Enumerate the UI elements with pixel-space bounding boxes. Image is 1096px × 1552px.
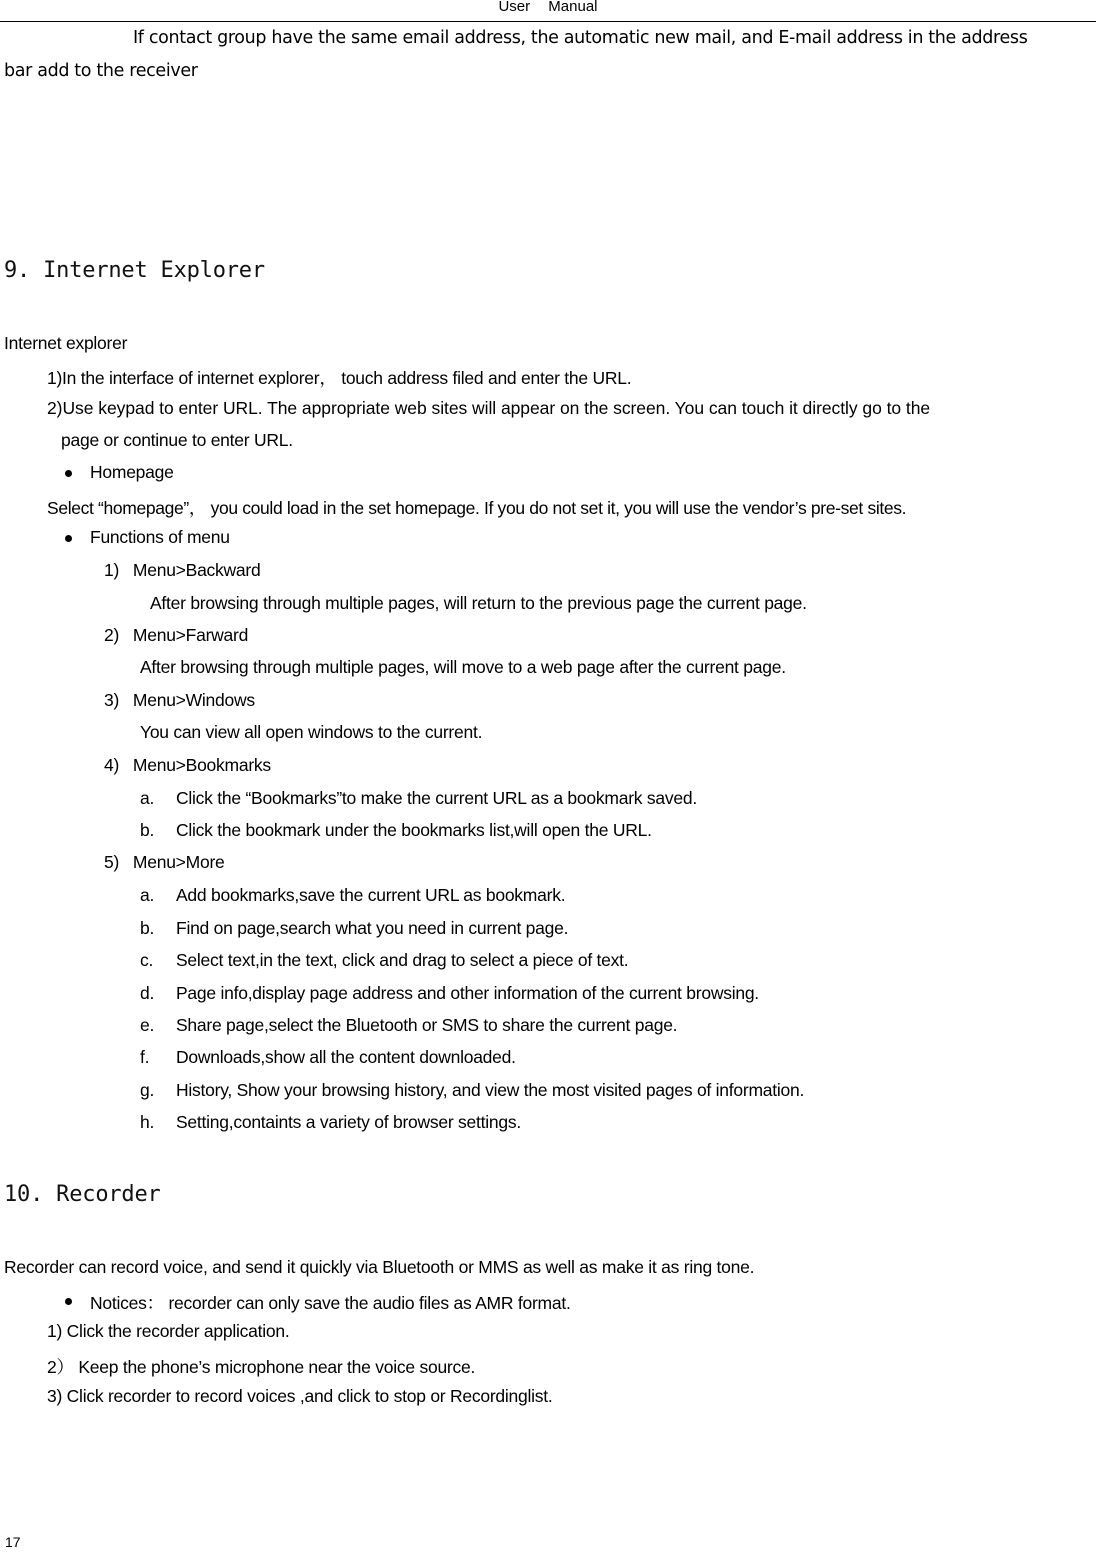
more-letter-d: d. [140, 983, 155, 1003]
section-10-intro: Recorder can record voice, and send it quickly via Bluetooth or MMS as well as make it as ring tone. [4, 1257, 755, 1277]
more-letter-h: h. [140, 1112, 155, 1132]
header-rule [0, 21, 1096, 22]
section-9-step-1: 1)In the interface of internet explorer， touch address filed and enter the URL. [47, 368, 632, 388]
more-letter-g: g. [140, 1080, 155, 1100]
recorder-notice: Notices： recorder can only save the audio files as AMR format. [90, 1293, 571, 1313]
more-item-a: Add bookmarks,save the current URL as bookmark. [176, 885, 566, 905]
running-header: User Manual [498, 0, 598, 15]
menu-item-forward-desc: After browsing through multiple pages, will move to a web page after the current page. [140, 657, 786, 677]
homepage-bullet: Homepage [90, 462, 174, 482]
section-9-subtitle: Internet explorer [4, 333, 128, 353]
bullet-icon [65, 470, 72, 477]
recorder-step-2: 2） Keep the phone’s microphone near the voice source. [47, 1357, 476, 1377]
more-letter-c: c. [140, 950, 154, 970]
recorder-step-1: 1) Click the recorder application. [47, 1321, 290, 1341]
more-item-b: Find on page,search what you need in current page. [176, 918, 569, 938]
section-9-step-2-line-2: page or continue to enter URL. [61, 430, 293, 450]
more-letter-f: f. [140, 1047, 150, 1067]
menu-item-bookmarks: 4) Menu>Bookmarks [104, 755, 271, 775]
menu-item-more: 5) Menu>More [104, 852, 225, 872]
intro-line-1: If contact group have the same email address, the automatic new mail, and E-mail address in the address [133, 28, 1028, 48]
more-letter-e: e. [140, 1015, 155, 1035]
bullet-icon [65, 535, 72, 542]
bookmarks-item-b: Click the bookmark under the bookmarks list,will open the URL. [176, 820, 652, 840]
section-9-heading: 9. Internet Explorer [4, 258, 265, 283]
menu-item-windows: 3) Menu>Windows [104, 690, 255, 710]
menu-item-backward: 1) Menu>Backward [104, 560, 261, 580]
section-9-step-2-line-1: 2)Use keypad to enter URL. The appropriate web sites will appear on the screen. You can touch it directly go to the [47, 398, 931, 418]
menu-item-backward-desc: After browsing through multiple pages, will return to the previous page the current page. [150, 593, 807, 613]
more-item-f: Downloads,show all the content downloaded. [176, 1047, 516, 1067]
more-item-h: Setting,containts a variety of browser settings. [176, 1112, 521, 1132]
menu-item-forward: 2) Menu>Farward [104, 625, 249, 645]
bookmarks-item-a: Click the “Bookmarks”to make the current URL as a bookmark saved. [176, 788, 697, 808]
more-item-c: Select text,in the text, click and drag to select a piece of text. [176, 950, 629, 970]
intro-line-2: bar add to the receiver [4, 61, 198, 81]
more-item-g: History, Show your browsing history, and view the most visited pages of information. [176, 1080, 805, 1100]
homepage-description: Select “homepage”， you could load in the set homepage. If you do not set it, you will use the vendor’s pre-set sites. [47, 498, 907, 518]
more-item-d: Page info,display page address and other information of the current browsing. [176, 983, 759, 1003]
menu-item-windows-desc: You can view all open windows to the current. [140, 722, 483, 742]
more-letter-a: a. [140, 885, 155, 905]
section-10-heading: 10. Recorder [4, 1182, 161, 1207]
recorder-step-3: 3) Click recorder to record voices ,and click to stop or Recordinglist. [47, 1386, 553, 1406]
bullet-icon [65, 1298, 72, 1305]
bookmarks-letter-a: a. [140, 788, 155, 808]
more-item-e: Share page,select the Bluetooth or SMS to share the current page. [176, 1015, 678, 1035]
page-number: 17 [5, 1534, 21, 1550]
functions-bullet: Functions of menu [90, 527, 230, 547]
more-letter-b: b. [140, 918, 155, 938]
bookmarks-letter-b: b. [140, 820, 155, 840]
